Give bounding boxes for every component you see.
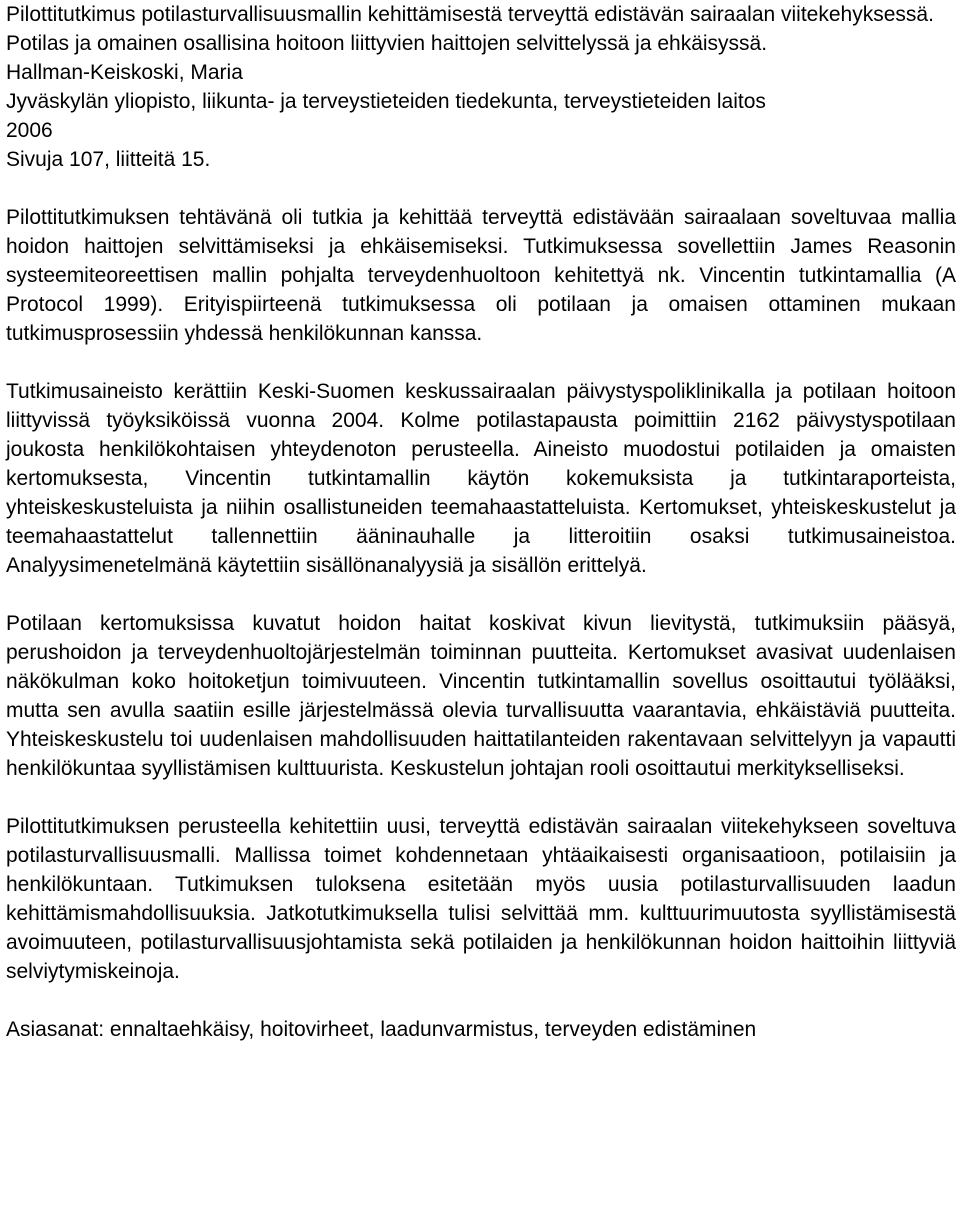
document-title: Pilottitutkimus potilasturvallisuusmallin kehittämisestä terveyttä edistävän sairaalan viitekehyksessä. Potilas ja omainen osallisina hoitoon liittyvien haittojen selvittelyssä ja ehkäisyssä. (6, 3, 934, 55)
author: Hallman-Keiskoski, Maria (6, 61, 243, 84)
page-count: Sivuja 107, liitteitä 15. (6, 148, 211, 171)
spacer (6, 783, 956, 812)
institution: Jyväskylän yliopisto, liikunta- ja terveystieteiden tiedekunta, terveystieteiden laitos (6, 90, 766, 113)
spacer (6, 174, 956, 203)
spacer (6, 580, 956, 609)
abstract-paragraph-4: Pilottitutkimuksen perusteella kehitettiin uusi, terveyttä edistävän sairaalan viitekehykseen soveltuva potilasturvallisuusmalli. Mallissa toimet kohdennetaan yhtäaikaisesti organisaatioon, potilaisiin ja henkilökuntaan. Tutkimuksen tuloksena esitetään myös uusia potilasturvallisuuden laadun kehittämismahdollisuuksia. Jatkotutkimuksella tulisi selvittää mm. kulttuurimuutosta syyllistämisestä avoimuuteen, potilasturvallisuusjohtamista sekä potilaiden ja henkilökunnan hoidon haittoihin liittyviä selviytymiskeinoja. (6, 815, 956, 983)
keywords: Asiasanat: ennaltaehkäisy, hoitovirheet, laadunvarmistus, terveyden edistäminen (6, 1018, 757, 1041)
abstract-paragraph-1: Pilottitutkimuksen tehtävänä oli tutkia ja kehittää terveyttä edistävään sairaalaan soveltuvaa mallia hoidon haittojen selvittämiseksi ja ehkäisemiseksi. Tutkimuksessa sovellettiin James Reasonin systeemiteoreettisen mallin pohjalta terveydenhuoltoon kehitettyä nk. Vincentin tutkintamallia (A Protocol 1999). Erityispiirteenä tutkimuksessa oli potilaan ja omaisen ottaminen mukaan tutkimusprosessiin yhdessä henkilökunnan kanssa. (6, 206, 956, 345)
abstract-paragraph-3: Potilaan kertomuksissa kuvatut hoidon haitat koskivat kivun lievitystä, tutkimuksiin pääsyä, perushoidon ja terveydenhuoltojärjestelmän toiminnan puutteita. Kertomukset avasivat uudenlaisen näkökulman koko hoitoketjun toimivuuteen. Vincentin tutkintamallin sovellus osoittautui työlääksi, mutta sen avulla saatiin esille järjestelmässä olevia turvallisuutta vaarantavia, ehkäistäviä puutteita. Yhteiskeskustelu toi uudenlaisen mahdollisuuden haittatilanteiden rakentavaan selvittelyyn ja vapautti henkilökuntaa syyllistämisen kulttuurista. Keskustelun johtajan rooli osoittautui merkitykselliseksi. (6, 612, 956, 780)
spacer (6, 348, 956, 377)
spacer (6, 986, 956, 1015)
year: 2006 (6, 119, 53, 142)
document-header (6, 0, 956, 174)
abstract-paragraph-2: Tutkimusaineisto kerättiin Keski-Suomen keskussairaalan päivystyspoliklinikalla ja potilaan hoitoon liittyvissä työyksiköissä vuonna 2004. Kolme potilastapausta poimittiin 2162 päivystyspotilaan joukosta henkilökohtaisen yhteydenoton perusteella. Aineisto muodostui potilaiden ja omaisten kertomuksesta, Vincentin tutkintamallin käytön kokemuksista ja tutkintaraporteista, yhteiskeskusteluista ja niihin osallistuneiden teemahaastatteluista. Kertomukset, yhteiskeskustelut ja teemahaastattelut tallennettiin ääninauhalle ja litteroitiin osaksi tutkimusaineistoa. Analyysimenetelmänä käytettiin sisällönanalyysiä ja sisällön erittelyä. (6, 380, 956, 577)
